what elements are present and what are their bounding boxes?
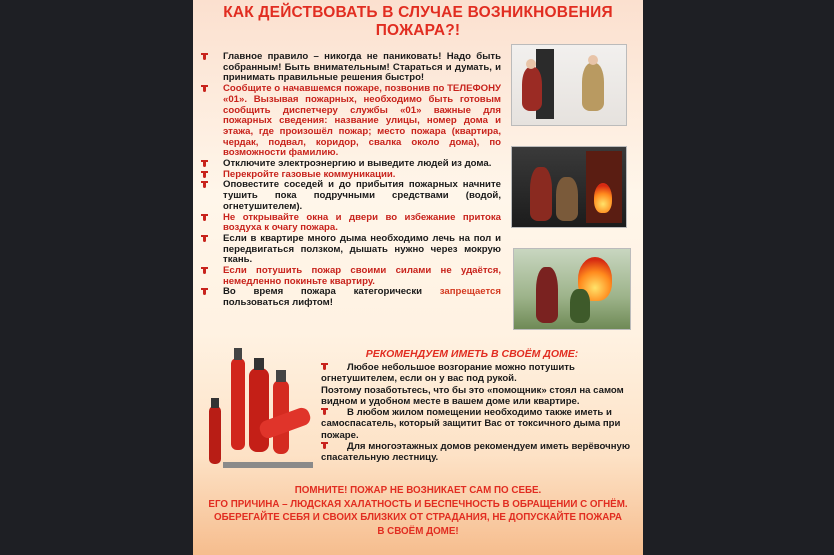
recommend-text: Поэтому позаботьтесь, что бы это «помощник» стоял на самом видном и удобном месте в вашем доме или квартире. bbox=[321, 384, 624, 407]
bullet-marker-icon bbox=[201, 214, 208, 221]
bullet-marker-icon bbox=[321, 442, 328, 449]
rule-text: Во время пожара категорически bbox=[223, 286, 423, 298]
bullet-marker-icon bbox=[201, 288, 208, 295]
recommend-item bbox=[321, 385, 637, 408]
extinguisher-icon bbox=[231, 348, 245, 450]
footer-line: ЕГО ПРИЧИНА – ЛЮДСКАЯ ХАЛАТНОСТЬ И БЕСПЕЧНОСТЬ В ОБРАЩЕНИИ С ОГНЁМ. bbox=[208, 498, 628, 510]
extinguisher-icon bbox=[273, 370, 289, 454]
person-figure bbox=[556, 177, 578, 221]
recommend-item bbox=[321, 362, 637, 385]
bullet-marker-icon bbox=[321, 363, 328, 370]
rule-item bbox=[201, 52, 501, 84]
fire-safety-poster bbox=[193, 0, 643, 555]
right-dark-margin bbox=[643, 0, 834, 555]
person-figure bbox=[522, 67, 542, 111]
rule-item-elevator bbox=[201, 287, 501, 308]
bullet-marker-icon bbox=[201, 267, 208, 274]
bullet-marker-icon bbox=[321, 408, 328, 415]
bullet-marker-icon bbox=[201, 181, 208, 188]
rule-item bbox=[201, 266, 501, 287]
bullet-marker-icon bbox=[201, 235, 208, 242]
rule-text: Перекройте газовые коммуникации. bbox=[223, 168, 396, 180]
rule-text: Отключите электроэнергию и выведите людей из дома. bbox=[223, 158, 492, 170]
rule-text: Если потушить пожар своими силами не удаётся, немедленно покиньте квартиру. bbox=[223, 265, 501, 287]
extinguisher-icon bbox=[249, 358, 269, 452]
title-line-2: ПОЖАРА?! bbox=[375, 22, 461, 39]
rule-text: пользоваться лифтом! bbox=[223, 297, 333, 309]
bullet-marker-icon bbox=[201, 171, 208, 178]
person-figure bbox=[536, 267, 558, 323]
rule-item bbox=[201, 180, 501, 212]
illustration-evacuation bbox=[511, 44, 627, 126]
rule-item bbox=[201, 234, 501, 266]
bullet-marker-icon bbox=[201, 85, 208, 92]
head bbox=[588, 55, 598, 65]
rule-item bbox=[201, 84, 501, 159]
recommend-text: В любом жилом помещении необходимо также иметь и самоспасатель, который защитит Вас от токсичного дыма при пожаре. bbox=[321, 407, 621, 441]
person-figure bbox=[582, 63, 604, 111]
flame-icon bbox=[594, 183, 612, 213]
rule-highlight: запрещается bbox=[439, 286, 501, 298]
rule-text: Главное правило – никогда не паниковать! Надо быть собранным! Быть внимательным! Стараться и думать, и принимать правильные решения быстро! bbox=[223, 51, 501, 84]
recommend-item bbox=[321, 441, 637, 464]
rule-item bbox=[201, 213, 501, 234]
rules-list bbox=[201, 52, 501, 309]
rule-text: Не открывайте окна и двери во избежание притока воздуха к очагу пожара. bbox=[223, 211, 501, 234]
person-figure bbox=[530, 167, 552, 221]
poster-title bbox=[193, 4, 643, 40]
left-dark-margin bbox=[0, 0, 193, 555]
footer-line: В СВОЁМ ДОМЕ! bbox=[377, 525, 459, 537]
person-figure bbox=[570, 289, 590, 323]
rule-text: Если в квартире много дыма необходимо лечь на пол и передвигаться ползком, дышать нужно через мокрую ткань. bbox=[223, 232, 501, 266]
extinguishers-illustration bbox=[201, 344, 317, 476]
footer-warning bbox=[193, 484, 643, 538]
recommend-text: Любое небольшое возгорание можно потушить огнетушителем, если он у вас под рукой. bbox=[321, 362, 575, 385]
recommend-text: Для многоэтажных домов рекомендуем иметь верёвочную спасательную лестницу. bbox=[321, 441, 631, 464]
recommend-item bbox=[321, 407, 637, 441]
head bbox=[526, 59, 536, 69]
illustration-extinguishing bbox=[511, 146, 627, 228]
extinguisher-icon bbox=[209, 398, 221, 464]
bullet-marker-icon bbox=[201, 160, 208, 167]
bullet-marker-icon bbox=[201, 53, 208, 60]
title-line-1: КАК ДЕЙСТВОВАТЬ В СЛУЧАЕ ВОЗНИКНОВЕНИЯ bbox=[223, 4, 613, 21]
footer-line: ОБЕРЕГАЙТЕ СЕБЯ И СВОИХ БЛИЗКИХ ОТ СТРАДАНИЯ, НЕ ДОПУСКАЙТЕ ПОЖАРА bbox=[213, 512, 623, 523]
rule-text: Сообщите о начавшемся пожаре, позвонив по ТЕЛЕФОНУ «01». Вызывая пожарных, необходимо быть готовым сообщить диспетчеру службы «01» важные для пожарных сведения: название улицы, номер дома и этажа, где произошёл пожар; место пожара (квартира, чердак, подвал, коридор, свалка около дома), по возможности фамилию. bbox=[223, 83, 502, 159]
extinguisher-hose bbox=[223, 462, 313, 468]
footer-line: ПОМНИТЕ! ПОЖАР НЕ ВОЗНИКАЕТ САМ ПО СЕБЕ. bbox=[294, 485, 542, 496]
recommend-list bbox=[321, 362, 637, 464]
illustration-outdoor-fire bbox=[513, 248, 631, 330]
rule-text: Оповестите соседей и до прибытия пожарных начните тушить пока подручными средствами (водой, огнетушителем). bbox=[223, 179, 501, 212]
recommend-heading: РЕКОМЕНДУЕМ ИМЕТЬ В СВОЁМ ДОМЕ: bbox=[365, 348, 579, 360]
